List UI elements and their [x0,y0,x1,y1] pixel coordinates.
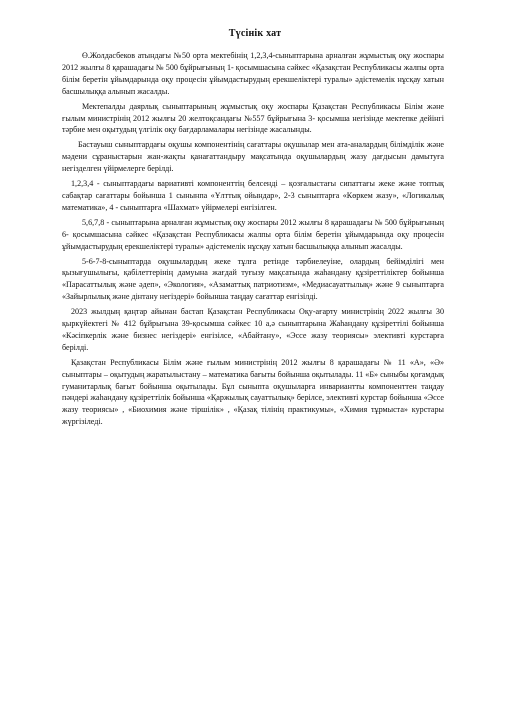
paragraph-8: Қазақстан Республикасы Білім және ғылым министрінің 2012 жылғы 8 қарашадағы № 11 «А», «Ә» сыныптары – оқытудың жаратылыстану – математика бағыты бойынша оқытылады. 11 «Б» сыныбы қоғамдық гуманитарлық бағыт бойынша оқытылады. Бұл сыныпта оқушыларға инвариантты компоненттен таңдау пәндері жаһандану құзіреттілік бойынша «Қаржылық сауаттылық» берілсе, элективті курстар бойынша «Эссе жазу теориясы» , «Биохимия және тіршілік» , «Қазақ тілінің практикумы», «Химия тұрмыста» курстары жүргізіледі. [62,357,444,427]
paragraph-1: Ө.Жолдасбеков атындағы №50 орта мектебінің 1,2,3,4-сыныптарына арналған жұмыстық оқу жоспары 2012 жылғы 8 қарашадағы № 500 бұйрығының 1- қосымшасына сәйкес «Қазақстан Республикасы жалпы орта білім беретін ұйымдарында оқу процесін ұйымдастырудың ерекшеліктері туралы» әдістемелік нұсқау хатын басшылыққа алынып жасалды. [62,51,444,96]
paragraph-5: 5,6,7,8 - сыныптарына арналған жұмыстық оқу жоспары 2012 жылғы 8 қарашадағы № 500 бұйрығының 6- қосымшасына сәйкес «Қазақстан Республикасы жалпы орта білім беретін ұйымдарында оқу процесін ұйымдастырудың ерекшеліктері туралы» әдістемелік нұсқау хатын басшылыққа алынып жасалды. [62,217,444,251]
document-title: Түсінік хат [228,28,282,39]
paragraph-3: Бастауыш сыныптардағы оқушы компонентінің сағаттары оқушылар мен ата-аналардың білімділік және мәдени сұраныстарын жан-жақты қанағаттандыру мақсатында оқушылардың жазу дағдысын дамытуға негізделген үйірмелерге берілді. [62,140,444,174]
paragraph-4: 1,2,3,4 - сыныптардағы вариативті компоненттің белсенді – қозғалыстағы сипаттағы жеке және топтық сабақтар сағаттары бойынша 1 сынынпа «Ұлттық ойындар», 2-3 сыныптарға «Көркем жазу», «Логикалық математика», 4 - сыныптарға «Шахмат» үйірмелері енгізілген. [62,179,444,212]
paragraph-6: 5-6-7-8-сыныптарда оқушылардың жеке тұлға ретінде тәрбиелеуіне, олардың бейімділігі мен қызығушылығы, қабілеттерінің дамуына жағдай туғызу мақсатында жаһандану құзіреттіліктер бойынша «Парасаттылық және әдеп», «Экология», «Азаматтық патриотизм», «Медиасауаттылық» және 9 сыныптарға «Зайырлылық және дінтану негіздері» бойынша таңдау сағаттар енгізілді. [62,256,444,302]
paragraph-7: 2023 жылдың қаңтар айынан бастап Қазақстан Республикасы Оқу-ағарту министрінің 2022 жылғы 30 қыркүйектегі № 412 бұйрығына 39-қосымша сәйкес 10 а,ә сыныптарына Жаһандану құзіреттілі бойынша «Кәсіпкерлік және бизнес негіздері» енгізілсе, «Абайтану», «Эссе жазу теориясы» элективті курстарға берілді. [62,307,444,352]
document-body [62,50,444,431]
paragraph-2: Мектепалды даярлық сыныптарының жұмыстық оқу жоспары Қазақстан Республикасы Білім және ғылым министрінің 2012 жылғы 20 желтоқсандағы №557 бұйрығына 3- қосымша негізінде мектепке дейінгі тәрбие мен оқытудың үлгілік оқу бағдарламалары негізінде жасалынды. [62,101,444,135]
